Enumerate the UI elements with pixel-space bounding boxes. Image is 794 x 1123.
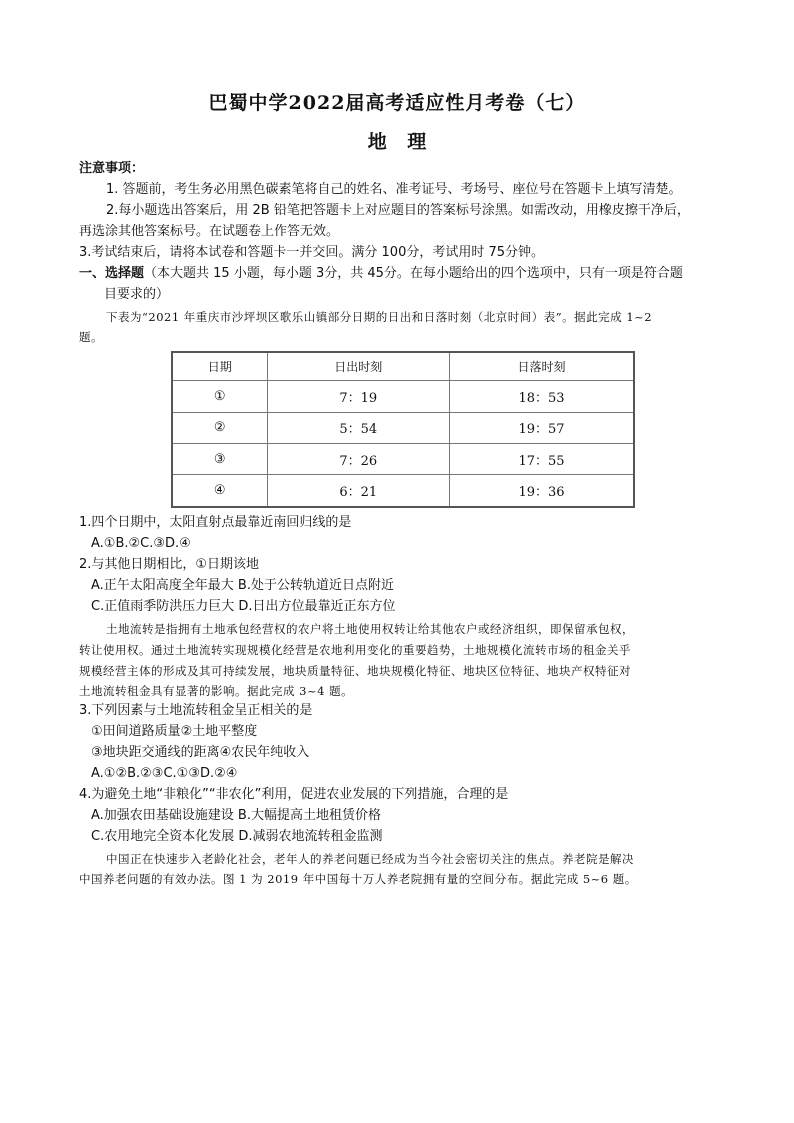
question-3-stem: 3.下列因素与土地流转租金呈正相关的是 xyxy=(79,703,313,718)
table-header-sunset: 日落时刻 xyxy=(450,352,634,381)
question-4-options-ab: A.加强农田基础设施建设 B.大幅提高土地租赁价格 xyxy=(91,808,381,823)
section-1-desc: （本大题共 15 小题，每小题 3分，共 45分。在每小题给出的四个选项中，只有一项是符合题 xyxy=(144,266,683,281)
table-row xyxy=(172,475,634,507)
question-1-options: A.①B.②C.③D.④ xyxy=(91,536,191,551)
table-cell: 19：36 xyxy=(450,475,634,507)
table-cell: ③ xyxy=(172,444,267,475)
notice-item-2: 2.每小题选出答案后，用 2B 铅笔把答题卡上对应题目的答案标号涂黑。如需改动，用橡皮擦干净后， xyxy=(106,203,690,218)
question-2-options-cd: C.正值雨季防洪压力巨大 D.日出方位最靠近正东方位 xyxy=(91,599,396,614)
notice-item-1: 1. 答题前，考生务必用黑色碳素笔将自己的姓名、准考证号、考场号、座位号在答题卡上填写清楚。 xyxy=(106,182,682,197)
exam-title: 巴蜀中学2022届高考适应性月考卷（七） xyxy=(208,92,586,114)
passage-3-line-2: 中国养老问题的有效办法。图 1 为 2019 年中国每十万人养老院拥有量的空间分布。据此完成 5~6 题。 xyxy=(79,872,637,886)
passage-2-line-4: 土地流转租金具有显著的影响。据此完成 3~4 题。 xyxy=(79,684,354,698)
passage-1-line-2: 题。 xyxy=(79,330,103,344)
table-cell: 17：55 xyxy=(450,444,634,475)
passage-2-line-2: 转让使用权。通过土地流转实现规模化经营是农地利用变化的重要趋势，土地规模化流转市场的租金关乎 xyxy=(79,643,631,657)
notice-item-3: 3.考试结束后，请将本试卷和答题卡一并交回。满分 100分，考试用时 75分钟。 xyxy=(79,245,545,260)
question-1-stem: 1.四个日期中，太阳直射点最靠近南回归线的是 xyxy=(79,515,352,530)
passage-1-line-1: 下表为“2021 年重庆市沙坪坝区歌乐山镇部分日期的日出和日落时刻（北京时间）表”。据此完成 1~2 xyxy=(106,310,653,324)
section-1-desc-cont: 目要求的） xyxy=(104,287,170,302)
passage-3-line-1: 中国正在快速步入老龄化社会，老年人的养老问题已经成为当今社会密切关注的焦点。养老院是解决 xyxy=(106,852,634,866)
notice-heading: 注意事项： xyxy=(79,161,145,176)
notice-item-2-cont: 再选涂其他答案标号。在试题卷上作答无效。 xyxy=(79,224,340,239)
table-cell: ② xyxy=(172,412,267,443)
table-cell: 19：57 xyxy=(450,412,634,443)
section-1-header xyxy=(79,265,683,283)
passage-2-line-1: 土地流转是指拥有土地承包经营权的农户将土地使用权转让给其他农户或经济组织，即保留承包权， xyxy=(106,622,634,636)
question-3-line-2: ③地块距交通线的距离④农民年纯收入 xyxy=(91,745,310,760)
sunrise-sunset-table xyxy=(171,351,635,508)
question-3-line-1: ①田间道路质量②土地平整度 xyxy=(91,724,258,739)
question-4-stem: 4.为避免土地“非粮化”“非农化”利用，促进农业发展的下列措施，合理的是 xyxy=(79,787,509,802)
table-row xyxy=(172,444,634,475)
table-cell: 7：19 xyxy=(267,381,450,412)
table-cell: 7：26 xyxy=(267,444,450,475)
subject-title: 地 理 xyxy=(367,131,427,153)
question-2-options-ab: A.正午太阳高度全年最大 B.处于公转轨道近日点附近 xyxy=(91,578,394,593)
table-cell: 5：54 xyxy=(267,412,450,443)
question-3-options: A.①②B.②③C.①③D.②④ xyxy=(91,766,238,781)
table-cell: 18：53 xyxy=(450,381,634,412)
passage-2-line-3: 规模经营主体的形成及其可持续发展，地块质量特征、地块规模化特征、地块区位特征、地块产权特征对 xyxy=(79,664,631,678)
section-1-heading: 一、选择题 xyxy=(79,266,145,281)
table-cell: ④ xyxy=(172,475,267,507)
question-2-stem: 2.与其他日期相比，①日期该地 xyxy=(79,557,260,572)
table-header-row xyxy=(172,352,634,381)
table-header-sunrise: 日出时刻 xyxy=(267,352,450,381)
table-row xyxy=(172,381,634,412)
table-row xyxy=(172,412,634,443)
table-cell: 6：21 xyxy=(267,475,450,507)
table-header-date: 日期 xyxy=(172,352,267,381)
question-4-options-cd: C.农用地完全资本化发展 D.减弱农地流转租金监测 xyxy=(91,829,383,844)
table-cell: ① xyxy=(172,381,267,412)
